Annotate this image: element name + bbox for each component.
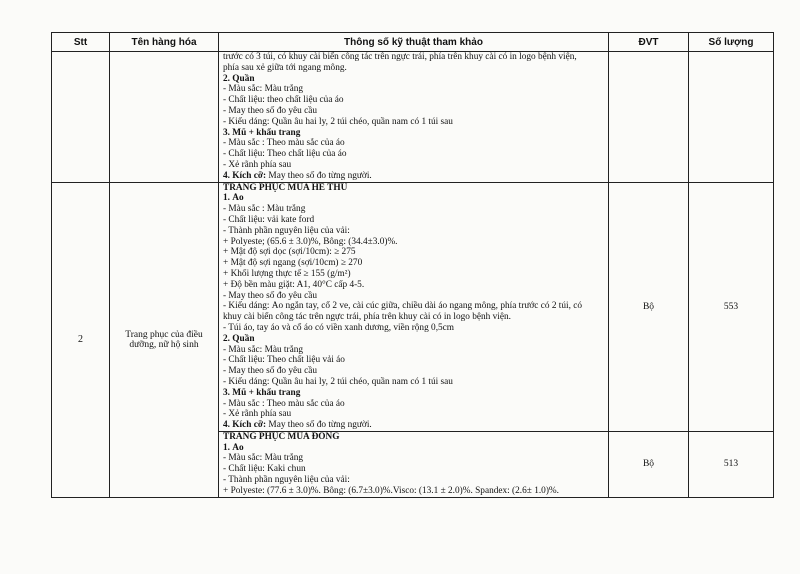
spec-text: - Kiểu dáng: Quần âu hai ly, 2 túi chéo, quần nam có 1 túi sau <box>223 376 453 387</box>
spec-line <box>223 74 606 85</box>
spec-text: - Màu sắc : Theo màu sắc của áo <box>223 138 345 149</box>
spec-text: - Màu sắc: Màu trắng <box>223 453 304 464</box>
spec-line <box>223 334 606 345</box>
spec-line <box>223 432 606 443</box>
spec-line <box>223 312 606 323</box>
spec-line <box>223 269 606 280</box>
spec-line <box>223 117 606 128</box>
spec-text: - Chất liệu: Theo chất liệu vải áo <box>223 355 345 366</box>
spec-heading: 4. Kích cỡ: <box>223 170 267 181</box>
spec-line <box>223 95 606 106</box>
spec-line <box>223 486 606 497</box>
spec-text: May theo số đo từng người. <box>266 420 372 431</box>
spec-line <box>223 464 606 475</box>
spec-line <box>223 226 606 237</box>
spec-line <box>223 237 606 248</box>
table-row-1-continued <box>52 52 774 183</box>
spec-line <box>223 323 606 334</box>
spec-line <box>223 63 606 74</box>
spec-text: - Chất liệu: Kaki chun <box>223 464 306 475</box>
spec-text: - May theo số đo yêu cầu <box>223 290 317 301</box>
spec-line <box>223 84 606 95</box>
spec-line <box>223 52 606 63</box>
spec-heading: TRANG PHỤC MÙA HÈ THU <box>223 182 348 193</box>
spec-heading: 1. Áo <box>223 442 244 453</box>
spec-line <box>223 149 606 160</box>
summer-qty: 553 <box>723 301 739 312</box>
summer-unit-cell <box>609 182 689 431</box>
spec-line <box>223 128 606 139</box>
spec-text: khuy cài biển công tác trên ngực trái, phía trên khuy cài có in logo bệnh viện. <box>223 312 511 323</box>
spec-text: + Polyeste; (65.6 ± 3.0)%, Bông: (34.4±3.0)%. <box>223 236 398 247</box>
spec-text: trước có 3 túi, có khuy cài biển công tác trên ngực trái, phía trên khuy cài có in logo bệnh viện, <box>223 52 577 62</box>
spec-line <box>223 399 606 410</box>
spec-line <box>223 301 606 312</box>
spec-text: + Khối lượng thực tế ≥ 155 (g/m²) <box>223 268 351 279</box>
spec-line <box>223 409 606 420</box>
spec-text: - Xẻ rãnh phía sau <box>223 159 292 170</box>
spec-text: - Màu sắc: Màu trắng <box>223 84 304 95</box>
spec-text: + Mật độ sợi ngang (sợi/10cm) ≥ 270 <box>223 258 363 269</box>
spec-line <box>223 215 606 226</box>
summer-unit: Bộ <box>642 301 655 312</box>
spec-text: - Xẻ rãnh phía sau <box>223 409 292 420</box>
spec-line <box>223 171 606 182</box>
spec-line <box>223 355 606 366</box>
spec-line <box>223 475 606 486</box>
spec-text: phía sau xẻ giữa tới ngang mông. <box>223 62 347 73</box>
spec-text: - Màu sắc: Màu trắng <box>223 344 304 355</box>
spec-text: - May theo số đo yêu cầu <box>223 366 317 377</box>
spec-line <box>223 377 606 388</box>
row1-name-cell <box>110 52 219 183</box>
spec-line <box>223 443 606 454</box>
row2-stt-cell <box>52 182 110 497</box>
summer-qty-cell <box>689 182 774 431</box>
spec-text: + Polyeste: (77.6 ± 3.0)%. Bông: (6.7±3.0)%.Visco: (13.1 ± 2.0)%. Spandex: (2.6± 1.0)%. <box>223 485 559 496</box>
row2-item-name: Trang phục của điều dưỡng, nữ hộ sinh <box>125 329 203 350</box>
spec-text: - Chất liệu: theo chất liệu của áo <box>223 95 344 106</box>
winter-unit-cell <box>609 431 689 497</box>
header-spec: Thông số kỹ thuật tham khảo <box>219 33 609 52</box>
spec-line <box>223 453 606 464</box>
spec-text: - Chất liệu: Theo chất liệu của áo <box>223 149 347 160</box>
spec-heading: 3. Mũ + khẩu trang <box>223 387 301 398</box>
spec-heading: 1. Áo <box>223 193 244 204</box>
header-qty: Số lượng <box>689 33 774 52</box>
spec-heading: 2. Quần <box>223 73 255 84</box>
spec-line <box>223 388 606 399</box>
spec-text: + Độ bền màu giặt: A1, 40°C cấp 4-5. <box>223 279 365 290</box>
spec-line <box>223 138 606 149</box>
spec-text: - Kiểu dáng: Áo ngắn tay, cổ 2 ve, cài cúc giữa, chiều dài áo ngang mông, phía trước có 2 túi, có <box>223 301 583 312</box>
spec-line <box>223 106 606 117</box>
spec-text: - Kiểu dáng: Quần âu hai ly, 2 túi chéo, quần nam có 1 túi sau <box>223 116 453 127</box>
winter-spec-cell <box>219 431 609 497</box>
spec-line <box>223 247 606 258</box>
winter-unit: Bộ <box>642 459 655 470</box>
spec-line <box>223 366 606 377</box>
spec-text: - Chất liệu: vải kate ford <box>223 214 315 225</box>
header-unit: ĐVT <box>609 33 689 52</box>
spec-line <box>223 204 606 215</box>
winter-qty: 513 <box>723 459 739 470</box>
spec-line <box>223 258 606 269</box>
spec-text: - Túi áo, tay áo và cổ áo có viền xanh dương, viền rộng 0,5cm <box>223 322 455 333</box>
row1-unit-cell <box>609 52 689 183</box>
spec-table <box>51 32 774 498</box>
table-row-2-summer <box>52 182 774 431</box>
spec-line <box>223 280 606 291</box>
spec-line <box>223 160 606 171</box>
winter-qty-cell <box>689 431 774 497</box>
spec-text: + Mật độ sợi dọc (sợi/10cm): ≥ 275 <box>223 247 356 258</box>
spec-text: - Thành phần nguyên liệu của vải: <box>223 475 350 486</box>
row2-name-cell <box>110 182 219 497</box>
spec-line <box>223 345 606 356</box>
spec-line <box>223 183 606 194</box>
summer-spec-cell <box>219 182 609 431</box>
spec-text: May theo số đo từng người. <box>266 170 372 181</box>
row2-stt: 2 <box>78 334 83 346</box>
spec-line <box>223 420 606 431</box>
spec-heading: 4. Kích cỡ: <box>223 420 267 431</box>
row1-spec-cell <box>219 52 609 183</box>
spec-heading: 2. Quần <box>223 333 255 344</box>
row1-stt-cell <box>52 52 110 183</box>
spec-heading: 3. Mũ + khẩu trang <box>223 127 301 138</box>
spec-heading: TRANG PHỤC MÙA ĐÔNG <box>223 431 340 442</box>
spec-line <box>223 193 606 204</box>
spec-text: - Màu sắc : Theo màu sắc của áo <box>223 398 345 409</box>
spec-text: - Thành phần nguyên liệu của vải: <box>223 225 350 236</box>
spec-text: - Màu sắc : Màu trắng <box>223 204 306 215</box>
spec-line <box>223 291 606 302</box>
header-stt: Stt <box>52 33 110 52</box>
spec-text: - May theo số đo yêu cầu <box>223 105 317 116</box>
row1-qty-cell <box>689 52 774 183</box>
header-name: Tên hàng hóa <box>110 33 219 52</box>
table-header-row <box>52 33 774 52</box>
